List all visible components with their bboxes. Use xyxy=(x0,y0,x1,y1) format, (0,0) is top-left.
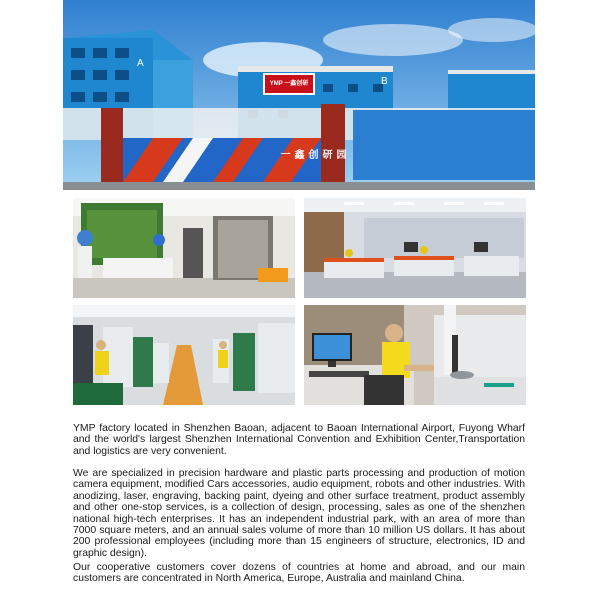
services-paragraph: We are specialized in precision hardware and plastic parts processing and production of motion camera equipment, modified Cars accessories, audio equipment, robots and other industries. With anodizing, laser, engraving, backing paint, dyeing and other surface treatment, product assembly and other one-stop services, is a collection of design, processing, sales as one of the shenzhen national high-tech enterprises. It has an independent industrial park, with an area of more than 7000 square meters, and an annual sales volume of more than 10 million US dollars. It has about 200 professional employees (including more than 15 engineers of structure, electronics, ID and graphic design). xyxy=(73,468,525,559)
building-logo: YMP 一鑫创研 xyxy=(263,73,315,95)
workshop-photo xyxy=(73,305,295,405)
inspection-photo xyxy=(304,305,526,405)
lobby-photo xyxy=(73,198,295,298)
intro-paragraph: YMP factory located in Shenzhen Baoan, adjacent to Baoan International Airport, Fuyong Wharf and the world's largest Shenzhen International Convention and Exhibition Center,Transportation and logistics are very convenient. xyxy=(73,423,525,457)
customers-paragraph: Our cooperative customers cover dozens of countries at home and abroad, and our main customers are concentrated in North America, Europe, Australia and mainland China. xyxy=(73,562,525,585)
building-a-letter: A xyxy=(137,58,144,69)
gate-sign: 一鑫创研园 xyxy=(280,150,351,161)
office-photo xyxy=(304,198,526,298)
factory-exterior-photo xyxy=(63,0,535,190)
building-b-letter: B xyxy=(381,76,388,87)
